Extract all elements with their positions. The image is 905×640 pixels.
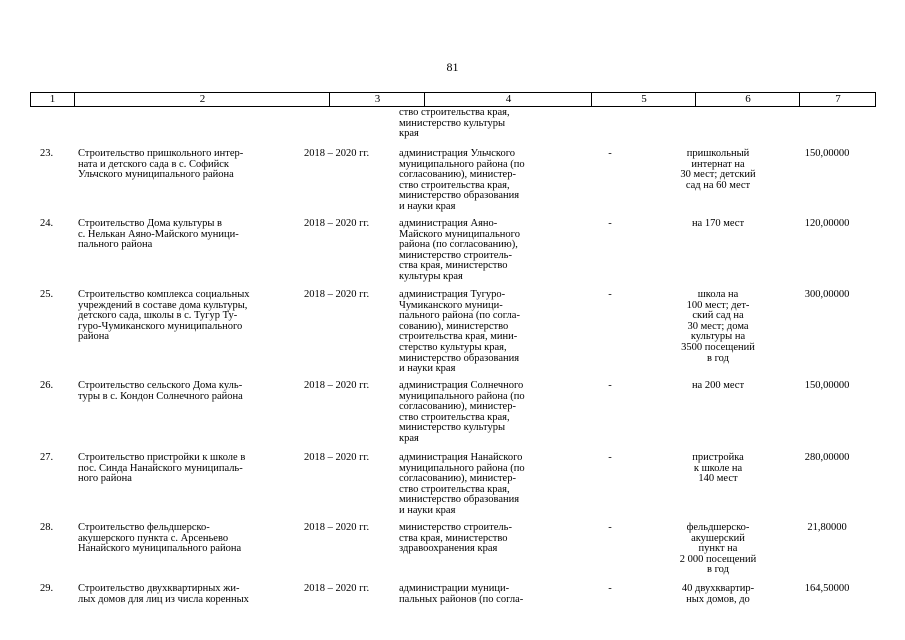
column-header-5: 5	[591, 93, 696, 106]
executor: администрация Тугуро- Чумиканского муници- пального района (по согла- сованию), министерство строительства края, мини- стерство культуры края, министерство образования и науки края	[399, 289, 520, 375]
capacity: школа на 100 мест; дет- ский сад на 30 мест; дома культуры на 3500 посещений в год	[681, 289, 755, 364]
amount: 280,00000	[804, 452, 850, 463]
period: 2018 – 2020 гг.	[304, 522, 370, 533]
column-5-value: -	[608, 583, 612, 594]
capacity: пришкольный интернат на 30 мест; детский сад на 60 мест	[680, 148, 756, 191]
period: 2018 – 2020 гг.	[304, 380, 370, 391]
column-header-4: 4	[424, 93, 592, 106]
column-5-value: -	[608, 452, 612, 463]
column-5-value: -	[608, 380, 612, 391]
object-name: Строительство комплекса социальных учреждений в составе дома культуры, детского сада, школы в с. Тугур Ту- гуро-Чумиканского муниципального района	[78, 289, 250, 343]
object-name: Строительство пришкольного интер- ната и детского сада в с. Софийск Ульчского муниципального района	[78, 148, 244, 181]
row-number: 27.	[40, 452, 54, 463]
capacity: на 200 мест	[691, 380, 745, 391]
column-5-value: -	[608, 148, 612, 159]
column-5-value: -	[608, 289, 612, 300]
capacity: на 170 мест	[691, 218, 745, 229]
amount: 150,00000	[804, 380, 850, 391]
period: 2018 – 2020 гг.	[304, 289, 370, 300]
row-number: 28.	[40, 522, 54, 533]
amount: 300,00000	[804, 289, 850, 300]
row-number: 24.	[40, 218, 54, 229]
row-number: 25.	[40, 289, 54, 300]
column-header-6: 6	[695, 93, 800, 106]
capacity: фельдшерско- акушерский пункт на 2 000 посещений в год	[679, 522, 757, 576]
column-5-value: -	[608, 218, 612, 229]
executor: министерство строитель- ства края, министерство здравоохранения края	[399, 522, 512, 555]
capacity: 40 двухквартир- ных домов, до	[681, 583, 755, 605]
object-name: Строительство двухквартирных жи- лых домов для лиц из числа коренных	[78, 583, 249, 605]
object-name: Строительство Дома культуры в с. Нелькан Аяно-Майского муници- пального района	[78, 218, 239, 251]
period: 2018 – 2020 гг.	[304, 218, 370, 229]
amount: 21,80000	[807, 522, 847, 533]
column-5-value: -	[608, 522, 612, 533]
table-header	[30, 92, 876, 107]
object-name: Строительство пристройки к школе в пос. Синда Нанайского муниципаль- ного района	[78, 452, 246, 485]
period: 2018 – 2020 гг.	[304, 148, 370, 159]
column-header-7: 7	[799, 93, 876, 106]
period: 2018 – 2020 гг.	[304, 583, 370, 594]
executor: администрация Нанайского муниципального района (по согласованию), министер- ство строительства края, министерство образования и науки края	[399, 452, 525, 516]
amount: 150,00000	[804, 148, 850, 159]
continuation-text: ство строительства края, министерство культуры края	[399, 107, 510, 140]
amount: 164,50000	[804, 583, 850, 594]
object-name: Строительство сельского Дома куль- туры в с. Кондон Солнечного района	[78, 380, 243, 402]
row-number: 29.	[40, 583, 54, 594]
executor: администрация Солнечного муниципального района (по согласованию), министер- ство строительства края, министерство культуры края	[399, 380, 525, 444]
executor: администрация Аяно- Майского муниципального района (по согласованию), министерство строитель- ства края, министерство культуры края	[399, 218, 520, 282]
row-number: 23.	[40, 148, 54, 159]
period: 2018 – 2020 гг.	[304, 452, 370, 463]
amount: 120,00000	[804, 218, 850, 229]
row-number: 26.	[40, 380, 54, 391]
object-name: Строительство фельдшерско- акушерского пункта с. Арсеньево Нанайского муниципального района	[78, 522, 242, 555]
column-header-1: 1	[49, 93, 56, 105]
column-header-3: 3	[329, 93, 425, 106]
executor: администрации муници- пальных районов (по согла-	[399, 583, 524, 605]
executor: администрация Ульчского муниципального района (по согласованию), министер- ство строительства края, министерство образования и науки края	[399, 148, 525, 212]
column-header-2: 2	[74, 93, 330, 106]
capacity: пристройка к школе на 140 мест	[692, 452, 744, 485]
page-number: 81	[446, 60, 459, 74]
